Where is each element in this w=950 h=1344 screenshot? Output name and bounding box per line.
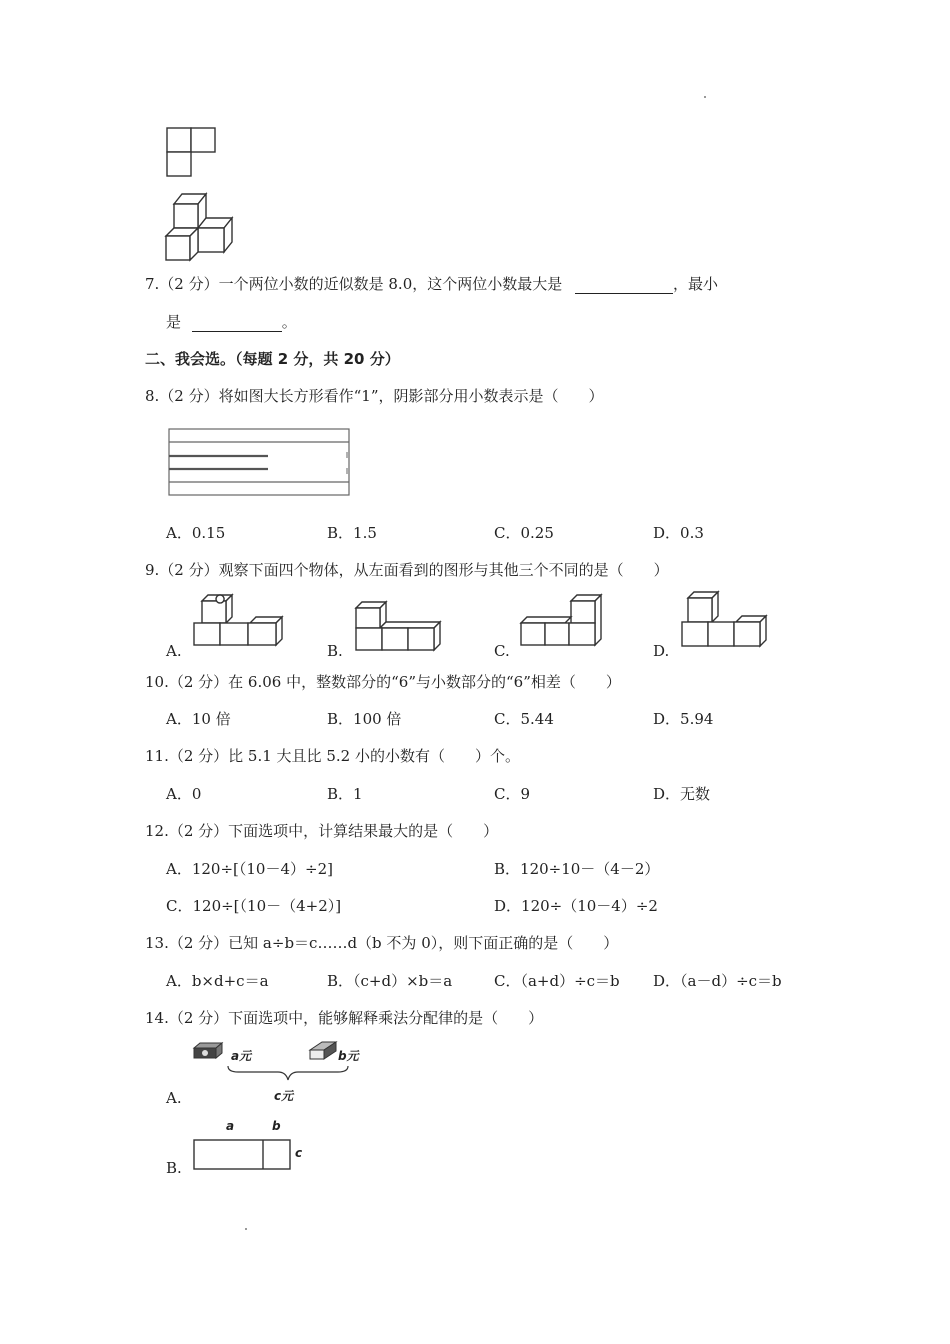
stray-dot	[245, 1228, 247, 1230]
q9-option-d[interactable]: D.	[653, 642, 670, 660]
q14-figa-label3: c元	[274, 1089, 294, 1103]
q9-option-c[interactable]: C.	[494, 642, 510, 660]
rectangle-figure	[168, 428, 352, 498]
question-8-text: 8.（2 分）将如图大长方形看作“1”，阴影部分用小数表示是（ ）	[145, 387, 604, 405]
q14-option-a[interactable]: A.	[166, 1089, 182, 1107]
q9-option-a[interactable]: A.	[166, 642, 182, 660]
q9-option-b[interactable]: B.	[327, 642, 343, 660]
question-7-line2	[166, 312, 297, 332]
q13-option-a[interactable]: A．b×d+c＝a	[166, 972, 269, 990]
q12-option-c[interactable]: C．120÷[（10－（4+2）]	[166, 897, 342, 915]
sharpener-icon	[194, 1043, 222, 1058]
q14-figa-label2: b元	[338, 1049, 359, 1063]
l-shape-figure	[166, 127, 218, 179]
stray-dot	[704, 96, 706, 98]
eraser-icon	[310, 1042, 336, 1059]
q14-figb-label-c: c	[295, 1146, 303, 1160]
cube-stack-figure	[164, 190, 236, 262]
answer-blank-min[interactable]	[192, 315, 282, 332]
q13-option-b[interactable]: B．（c+d）×b＝a	[327, 972, 453, 990]
q10-option-b[interactable]: B．100 倍	[327, 710, 402, 728]
q13-option-c[interactable]: C．（a+d）÷c＝b	[494, 972, 620, 990]
question-10-text: 10.（2 分）在 6.06 中，整数部分的“6”与小数部分的“6”相差（ ）	[145, 673, 621, 691]
q12-option-d[interactable]: D．120÷（10－4）÷2	[494, 897, 658, 915]
q14-figure-b	[193, 1139, 293, 1171]
q9-figure-d	[680, 590, 770, 654]
q14-figa-label1: a元	[231, 1049, 252, 1063]
q10-option-c[interactable]: C．5.44	[494, 710, 554, 728]
q10-option-a[interactable]: A．10 倍	[166, 710, 231, 728]
question-7-text: 7.（2 分）一个两位小数的近似数是 8.0，这个两位小数最大是	[145, 275, 563, 293]
section-title: 二、我会选。（每题 2 分，共 20 分）	[145, 350, 400, 368]
q8-option-b[interactable]: B．1.5	[327, 524, 377, 542]
q8-option-a[interactable]: A．0.15	[166, 524, 226, 542]
question-12-text: 12.（2 分）下面选项中，计算结果最大的是（ ）	[145, 822, 499, 840]
question-14-text: 14.（2 分）下面选项中，能够解释乘法分配律的是（ ）	[145, 1009, 544, 1027]
q11-option-b[interactable]: B．1	[327, 785, 363, 803]
q8-option-c[interactable]: C．0.25	[494, 524, 554, 542]
q14-figb-label-b: b	[272, 1119, 281, 1133]
q11-option-c[interactable]: C．9	[494, 785, 531, 803]
q14-figb-label-a: a	[226, 1119, 235, 1133]
q10-option-d[interactable]: D．5.94	[653, 710, 714, 728]
q11-option-d[interactable]: D．无数	[653, 785, 711, 803]
q11-option-a[interactable]: A．0	[166, 785, 202, 803]
q8-option-d[interactable]: D．0.3	[653, 524, 704, 542]
q9-figure-c	[519, 593, 611, 655]
question-9-text: 9.（2 分）观察下面四个物体，从左面看到的图形与其他三个不同的是（ ）	[145, 561, 669, 579]
q12-option-b[interactable]: B．120÷10－（4－2）	[494, 860, 660, 878]
q13-option-d[interactable]: D．（a－d）÷c＝b	[653, 972, 782, 990]
question-7-end: 。	[281, 313, 297, 331]
question-7-line1	[145, 274, 718, 294]
q9-figure-a	[192, 593, 284, 655]
question-13-text: 13.（2 分）已知 a÷b＝c……d（b 不为 0），则下面正确的是（ ）	[145, 934, 619, 952]
question-7-tail: ，最小	[673, 275, 719, 293]
q12-option-a[interactable]: A．120÷[（10－4）÷2]	[166, 860, 333, 878]
question-7-prefix: 是	[166, 313, 182, 331]
q14-option-b[interactable]: B.	[166, 1159, 182, 1177]
answer-blank-max[interactable]	[575, 277, 673, 294]
question-11-text: 11.（2 分）比 5.1 大且比 5.2 小的小数有（ ）个。	[145, 747, 520, 765]
q9-figure-b	[352, 598, 444, 658]
